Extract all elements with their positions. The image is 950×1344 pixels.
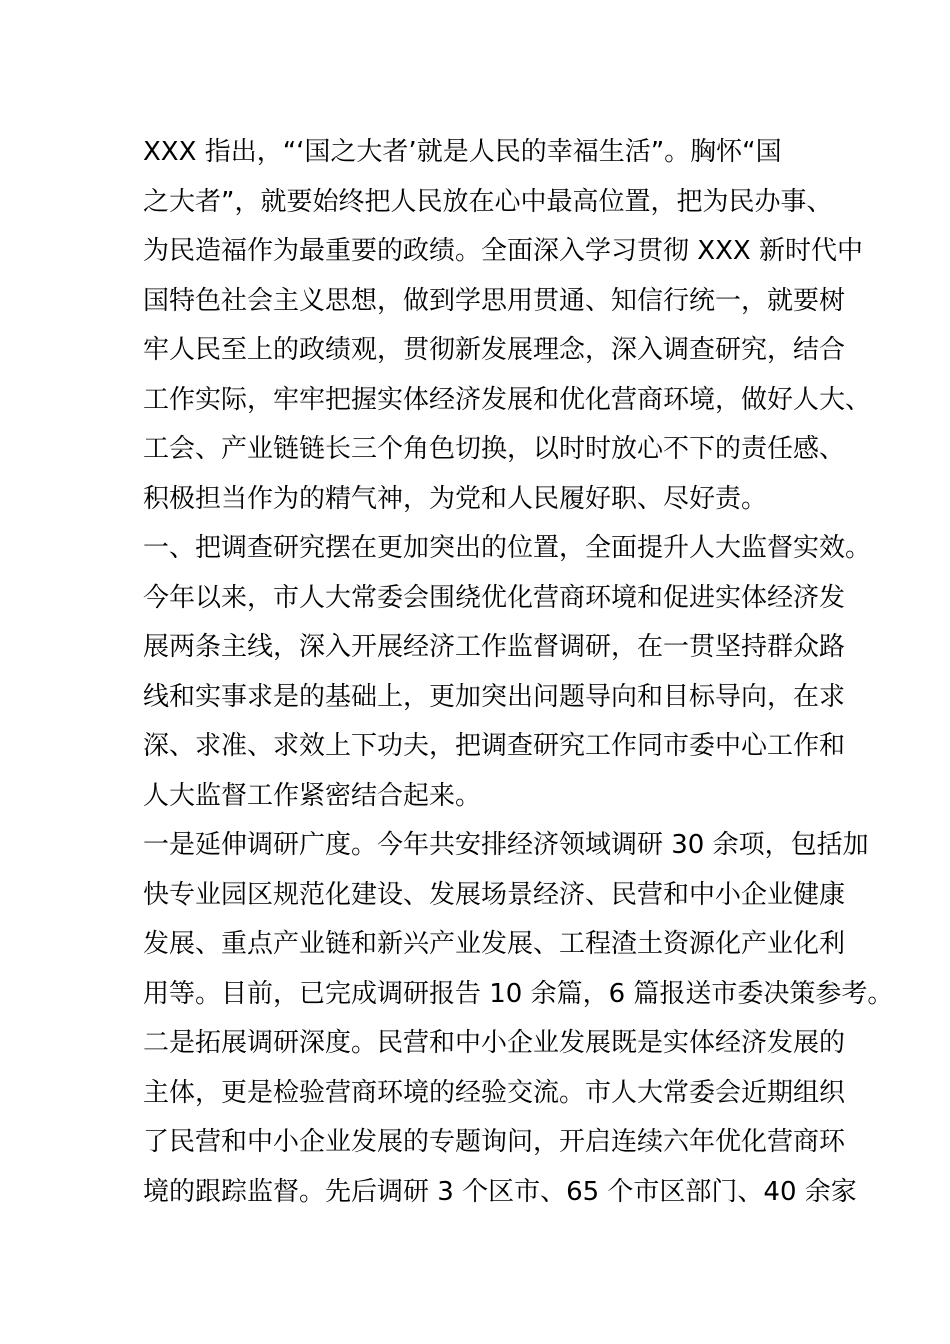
text-line: 积极担当作为的精气神，为党和人民履好职、尽好责。 [143,483,768,514]
text-line: 工会、产业链链长三个角色切换，以时时放心不下的责任感、 [143,434,846,464]
text-line: 发展、重点产业链和新兴产业发展、工程渣土资源化产业化利 [143,929,846,959]
text-line: XXX 指出，“‘国之大者’就是人民的幸福生活”。胸怀“国 [143,137,782,167]
body-text [143,128,894,1217]
text-line: 今年以来，市人大常委会围绕优化营商环境和促进实体经济发 [143,582,846,613]
text-line: 之大者”，就要始终把人民放在心中最高位置，把为民办事、 [143,186,833,217]
text-line: 二是拓展调研深度。民营和中小企业发展既是实体经济发展的 [143,1028,846,1058]
text-line: 展两条主线，深入开展经济工作监督调研，在一贯坚持群众路 [143,632,846,662]
text-line: 快专业园区规范化建设、发展场景经济、民营和中小企业健康 [143,879,846,910]
text-line: 人大监督工作紧密结合起来。 [143,780,482,811]
text-line: 境的跟踪监督。先后调研 3 个区市、65 个市区部门、40 余家 [143,1176,857,1207]
text-line: 用等。目前，已完成调研报告 10 余篇，6 篇报送市委决策参考。 [143,978,894,1009]
text-line: 主体，更是检验营商环境的经验交流。市人大常委会近期组织 [143,1077,846,1108]
text-line: 一是延伸调研广度。今年共安排经济领域调研 30 余项，包括加 [143,830,869,860]
text-line: 牢人民至上的政绩观，贯彻新发展理念，深入调查研究，结合 [143,335,846,365]
section-heading: 一、把调查研究摆在更加突出的位置，全面提升人大监督实效。 [143,533,872,563]
text-line: 了民营和中小企业发展的专题询问，开启连续六年优化营商环 [143,1127,846,1157]
text-line: 线和实事求是的基础上，更加突出问题导向和目标导向，在求 [143,681,846,712]
text-line: 国特色社会主义思想，做到学思用贯通、知信行统一，就要树 [143,285,846,316]
text-line: 深、求准、求效上下功夫，把调查研究工作同市委中心工作和 [143,731,846,761]
text-line: 工作实际，牢牢把握实体经济发展和优化营商环境，做好人大、 [143,384,872,415]
text-line: 为民造福作为最重要的政绩。全面深入学习贯彻 XXX 新时代中 [143,236,863,266]
